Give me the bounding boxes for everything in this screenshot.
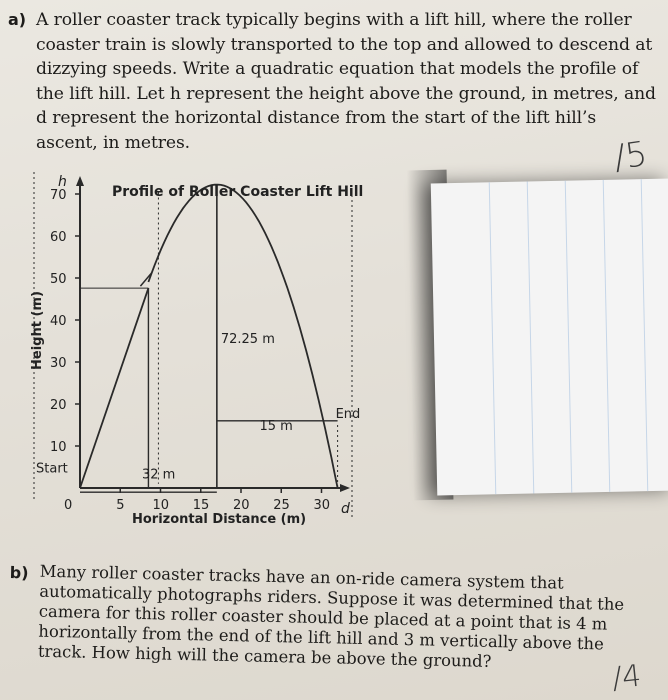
y-axis-arrow xyxy=(76,176,84,186)
y-tick-label: 30 xyxy=(50,356,67,371)
question-b xyxy=(8,561,650,675)
x-tick-label: 5 xyxy=(116,498,125,513)
y-tick-label: 20 xyxy=(50,398,67,413)
question-a-label: a) xyxy=(8,10,27,29)
peak-height-label: 72.25 m xyxy=(220,332,275,348)
question-b-label: b) xyxy=(9,562,29,583)
x-axis-label: Horizontal Distance (m) xyxy=(132,512,307,527)
x-tick-label: 10 xyxy=(152,498,170,513)
question-a-text: A roller coaster track typically begins with a lift hill, where the roller coaster train is slowly transported to the top and allowed to descend at dizzying speeds. Write a quadratic equation that models the profile of the lift hill. Let h represent the height above the ground, in metres, and d represent the horizontal distance from the start of the lift hill’s ascent, in metres. xyxy=(36,10,656,153)
chart-title: Profile of Roller Coaster Lift Hill xyxy=(112,184,364,200)
y-tick-label: 40 xyxy=(50,314,67,329)
question-b-text: Many roller coaster tracks have an on-ride camera system that automatically photographs riders. Suppose it was determined that the camera for this roller coaster should be placed at a point that is 4 m horizontally from the end of the lift hill and 3 m vertically above the track. How high will the camera be above the ground? xyxy=(37,561,625,671)
y-tick-label: 60 xyxy=(50,230,67,245)
y-axis-var: h xyxy=(58,174,67,190)
x-tick-label: 15 xyxy=(192,498,210,513)
half-width-label: 15 m xyxy=(259,419,293,435)
x-tick-label: 0 xyxy=(64,498,73,513)
rise-width-label: 32 m xyxy=(141,467,176,483)
end-label: End xyxy=(335,406,361,422)
y-tick-label: 70 xyxy=(50,188,67,203)
mark-b: /4 xyxy=(610,658,643,697)
y-axis-label: Height (m) xyxy=(30,291,45,370)
x-tick-label: 20 xyxy=(233,498,250,513)
x-tick-label: 30 xyxy=(313,498,331,513)
y-tick-label: 50 xyxy=(50,272,67,287)
track-rise-segment xyxy=(80,288,148,488)
x-tick-label: 25 xyxy=(273,498,290,513)
y-tick-label: 10 xyxy=(50,440,67,455)
mark-a: /5 xyxy=(611,133,650,179)
start-label: Start xyxy=(36,461,68,477)
x-axis-arrow xyxy=(340,484,350,492)
x-axis-var: d xyxy=(341,501,350,517)
